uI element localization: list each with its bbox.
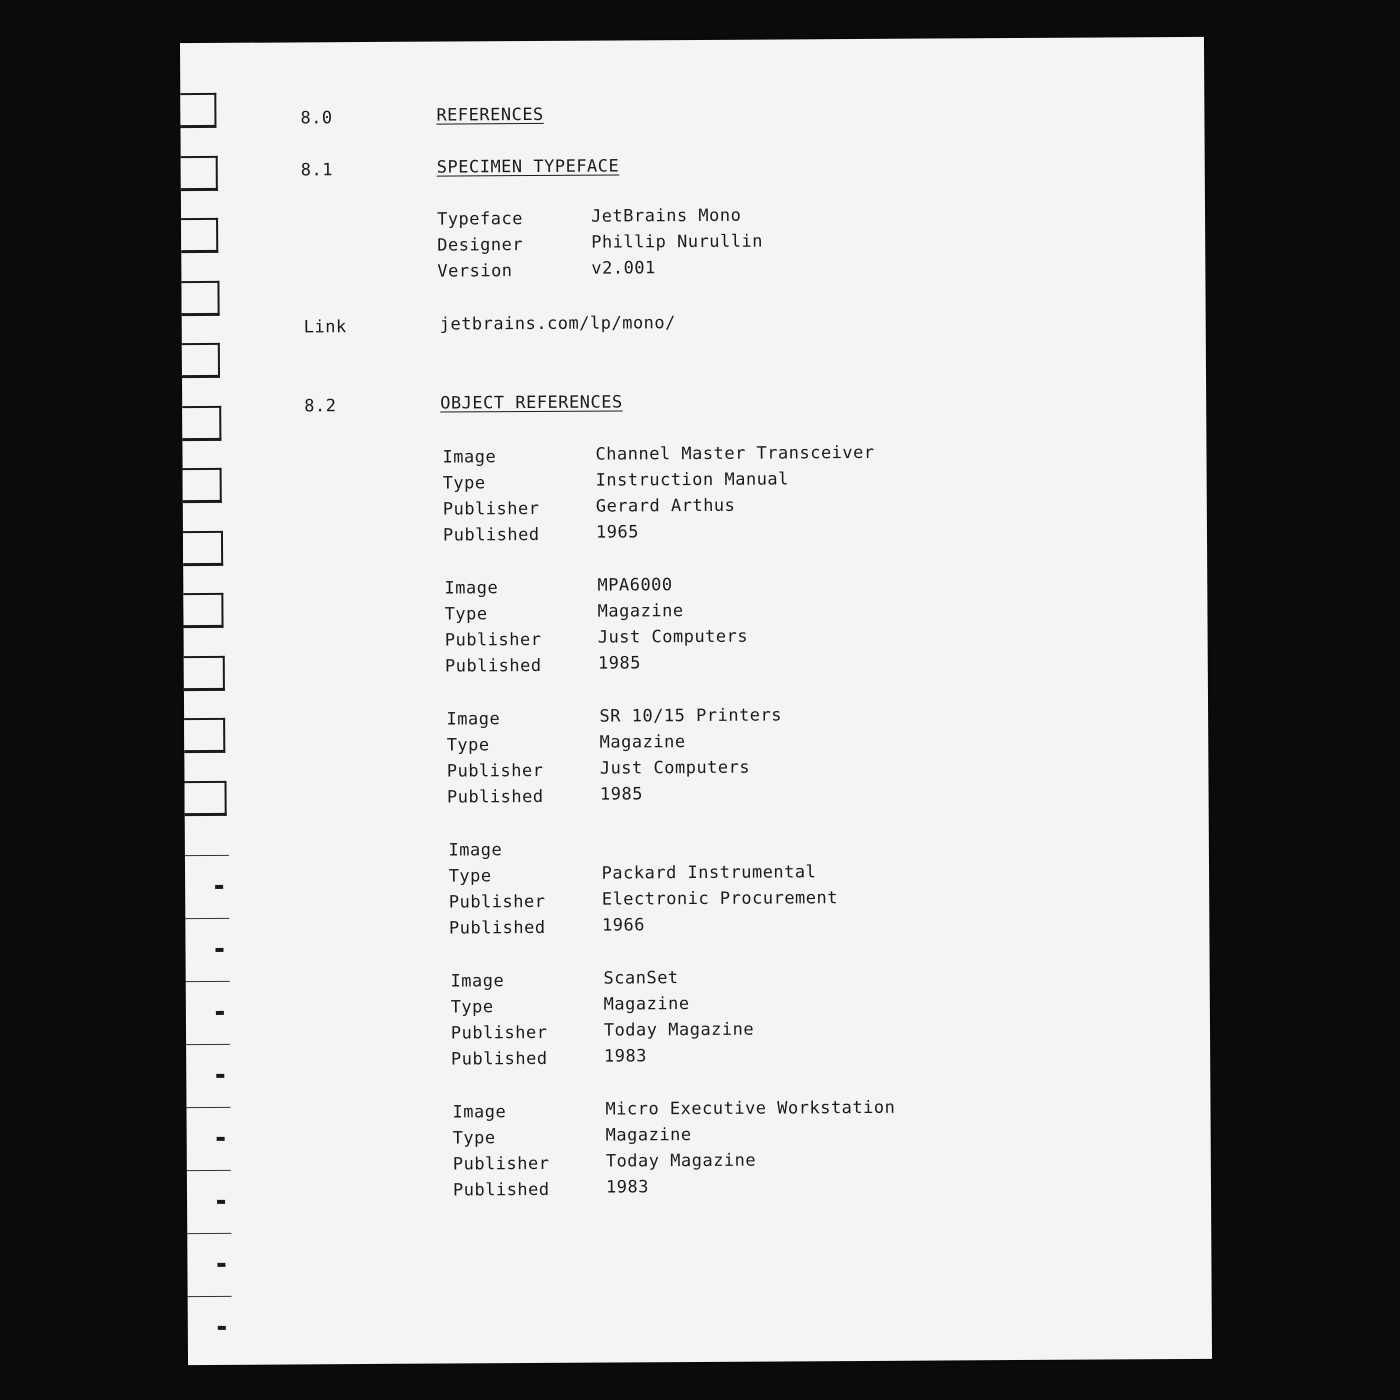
section-number: 8.2 xyxy=(304,396,337,417)
field-label: Publisher xyxy=(446,760,544,782)
perforation-hole xyxy=(181,218,218,253)
field-value: Magazine xyxy=(605,1125,692,1146)
field-label: Typeface xyxy=(436,209,524,230)
field-value: Instruction Manual xyxy=(595,469,789,491)
field-label: Type xyxy=(448,866,492,887)
field-label: Type xyxy=(446,735,490,756)
field-label: Designer xyxy=(437,235,524,256)
perforation-line xyxy=(188,1296,232,1297)
perforation-tick xyxy=(215,948,223,952)
field-label: Publisher xyxy=(444,629,542,651)
perforation-line xyxy=(187,1233,231,1234)
field-value: 1985 xyxy=(597,653,641,674)
link-label: Link xyxy=(303,317,347,338)
section-number: 8.0 xyxy=(300,108,333,129)
perforation-hole xyxy=(183,468,222,503)
field-label: Image xyxy=(448,840,503,861)
field-label: Version xyxy=(437,261,513,282)
field-value: 1983 xyxy=(605,1177,649,1198)
perforation-line xyxy=(185,855,229,856)
field-value: ScanSet xyxy=(603,968,679,989)
field-value: Phillip Nurullin xyxy=(591,231,764,253)
field-value: 1965 xyxy=(595,522,639,543)
field-value: SR 10/15 Printers xyxy=(599,705,783,727)
perforation-tick xyxy=(217,1137,225,1141)
perforation-hole xyxy=(184,780,226,815)
section-title: REFERENCES xyxy=(436,104,544,126)
link-value: jetbrains.com/lp/mono/ xyxy=(439,313,676,335)
field-label: Publisher xyxy=(448,891,546,913)
field-value: 1983 xyxy=(603,1046,647,1067)
perforation-line xyxy=(187,1170,231,1171)
perforation-hole xyxy=(180,93,216,128)
perforation-hole xyxy=(182,405,221,440)
perforation-hole xyxy=(182,343,220,378)
field-value: Today Magazine xyxy=(603,1019,755,1041)
perforated-edge xyxy=(180,43,236,1365)
field-label: Publisher xyxy=(452,1153,550,1175)
perforation-hole xyxy=(181,280,219,315)
perforation-line xyxy=(186,981,230,982)
perforation-line xyxy=(185,918,229,919)
field-value: Gerard Arthus xyxy=(595,495,736,517)
field-value: MPA6000 xyxy=(597,575,673,596)
field-label: Image xyxy=(446,709,501,730)
perforation-tick xyxy=(217,1200,225,1204)
field-value: Packard Instrumental xyxy=(601,862,817,884)
perforation-line xyxy=(186,1044,230,1045)
field-label: Image xyxy=(442,447,497,468)
field-label: Published xyxy=(444,655,542,677)
field-value: v2.001 xyxy=(591,258,656,279)
field-value: 1985 xyxy=(599,784,643,805)
field-label: Published xyxy=(442,524,540,546)
perforation-line xyxy=(186,1107,230,1108)
field-value: Magazine xyxy=(597,601,684,622)
field-value: Magazine xyxy=(603,994,690,1015)
perforation-hole xyxy=(181,155,218,190)
field-value: Today Magazine xyxy=(605,1150,757,1172)
section-title: SPECIMEN TYPEFACE xyxy=(436,156,620,178)
perforation-hole xyxy=(183,593,223,628)
field-value: Micro Executive Workstation xyxy=(605,1097,896,1120)
field-label: Published xyxy=(452,1179,550,1201)
perforation-tick xyxy=(218,1326,226,1330)
perforation-tick xyxy=(216,1074,224,1078)
field-label: Published xyxy=(448,917,546,939)
section-number: 8.1 xyxy=(300,160,334,181)
field-label: Publisher xyxy=(442,498,540,520)
perforation-tick xyxy=(216,1011,224,1015)
field-value: JetBrains Mono xyxy=(590,205,742,227)
field-label: Image xyxy=(444,578,499,599)
field-value: Just Computers xyxy=(599,757,751,779)
field-value: Channel Master Transceiver xyxy=(595,442,875,465)
field-label: Type xyxy=(452,1128,496,1149)
perforation-tick xyxy=(215,885,223,889)
paper-sheet xyxy=(180,37,1212,1365)
perforation-tick xyxy=(217,1263,225,1267)
field-label: Image xyxy=(450,971,505,992)
field-value: 1966 xyxy=(601,915,645,936)
field-label: Publisher xyxy=(450,1022,548,1044)
perforation-hole xyxy=(184,655,225,690)
field-label: Published xyxy=(450,1048,548,1070)
field-value: Electronic Procurement xyxy=(601,888,839,910)
field-label: Published xyxy=(446,786,544,808)
field-value: Magazine xyxy=(599,732,686,753)
field-label: Image xyxy=(452,1102,507,1123)
section-title: OBJECT REFERENCES xyxy=(440,392,623,414)
perforation-hole xyxy=(184,718,225,753)
field-label: Type xyxy=(442,473,486,494)
perforation-hole xyxy=(183,530,223,565)
field-value: Just Computers xyxy=(597,626,749,648)
field-label: Type xyxy=(450,997,494,1018)
field-label: Type xyxy=(444,604,488,625)
